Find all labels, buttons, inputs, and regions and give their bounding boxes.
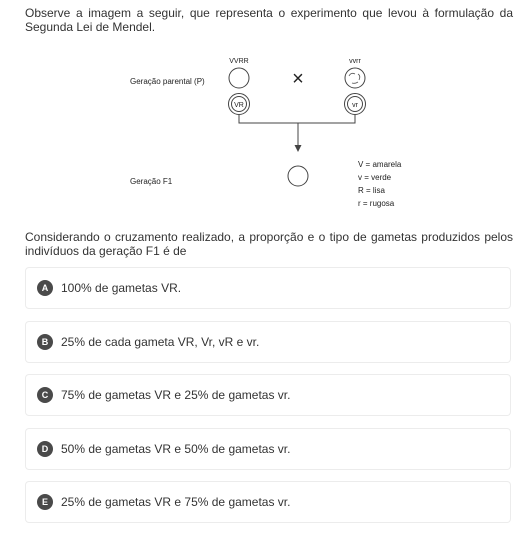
option-text: 25% de cada gameta VR, Vr, vR e vr. (61, 334, 260, 349)
prompt-text: Considerando o cruzamento realizado, a proporção e o tipo de gametas produzidos pelos indivíduos da geração F1 é de (25, 230, 513, 258)
question-text: Observe a imagem a seguir, que representa o experimento que levou à formulação da Segunda Lei de Mendel. (25, 6, 513, 34)
legend-wrinkled: r = rugosa (358, 199, 395, 208)
option-d[interactable] (25, 428, 511, 470)
gamete1-label: VR (234, 102, 244, 109)
option-letter-badge: D (37, 441, 53, 457)
option-e[interactable] (25, 481, 511, 523)
option-letter-badge: B (37, 334, 53, 350)
option-text: 75% de gametas VR e 25% de gametas vr. (61, 388, 291, 403)
legend-yellow: V = amarela (358, 160, 402, 169)
option-letter-badge: C (37, 387, 53, 403)
gamete-connector-line (239, 115, 355, 123)
answer-options (25, 267, 511, 535)
parent2-genotype: vvrr (349, 58, 361, 65)
gamete2-label: vr (352, 102, 358, 109)
legend-smooth: R = lisa (358, 186, 385, 195)
cross-diagram (120, 50, 420, 220)
option-b[interactable] (25, 321, 511, 363)
parental-generation-label: Geração parental (P) (130, 77, 205, 86)
arrow-down-icon (295, 145, 302, 152)
parent1-genotype: VVRR (229, 58, 249, 65)
option-letter-badge: A (37, 280, 53, 296)
f1-generation-label: Geração F1 (130, 177, 173, 186)
f1-seed-icon (288, 166, 308, 186)
legend-green: v = verde (358, 173, 392, 182)
yellow-smooth-seed-icon (229, 68, 249, 88)
option-c[interactable] (25, 374, 511, 416)
option-a[interactable] (25, 267, 511, 309)
option-text: 100% de gametas VR. (61, 281, 182, 295)
option-letter-badge: E (37, 494, 53, 510)
cross-symbol: × (292, 68, 304, 90)
green-wrinkled-seed-icon (345, 68, 365, 88)
option-text: 50% de gametas VR e 50% de gametas vr. (61, 441, 291, 456)
option-text: 25% de gametas VR e 75% de gametas vr. (61, 495, 291, 510)
mendel-cross-figure (120, 50, 420, 220)
